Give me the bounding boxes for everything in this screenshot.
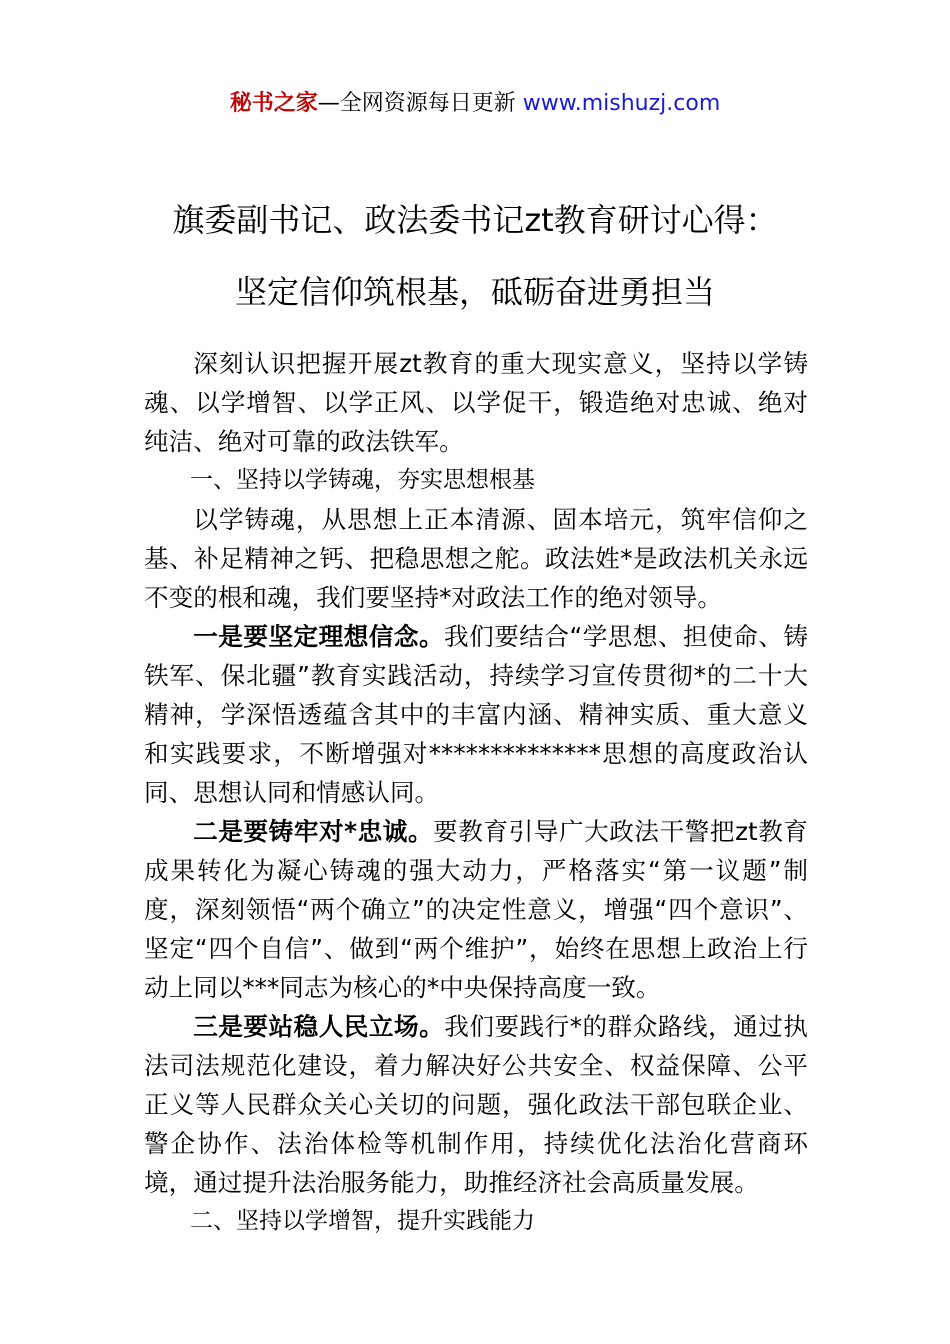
intro-paragraph: 深刻认识把握开展zt教育的重大现实意义，坚持以学铸魂、以学增智、以学正风、以学促干，锻造绝对忠诚、绝对纯洁、绝对可靠的政法铁军。 [144,349,808,456]
site-tagline: —全网资源每日更新 [317,91,523,116]
document-title [60,184,890,328]
point-3-lead: 三是要站稳人民立场。 [193,1012,445,1041]
document-body [144,344,808,1241]
section-2-heading: 二、坚持以学增智，提升实践能力 [190,1208,535,1234]
site-url-link[interactable]: www.mishuzj.com [522,91,721,116]
point-2-text: 要教育引导广大政法干警把zt教育成果转化为凝心铸魂的强大动力，严格落实“第一议题”制度，深刻领悟“两个确立”的决定性意义，增强“四个意识”、坚定“四个自信”、做到“两个维护”，始终在思想上政治上行动上同以***同志为核心的*中央保持高度一致。 [144,817,808,1002]
point-2-paragraph [144,812,808,1007]
point-1-paragraph [144,617,808,812]
point-3-text: 我们要践行*的群众路线，通过执法司法规范化建设，着力解决好公共安全、权益保障、公平正义等人民群众关心关切的问题，强化政法干部包联企业、警企协作、法治体检等机制作用，持续优化法治化营商环境，通过提升法治服务能力，助推经济社会高质量发展。 [144,1012,808,1197]
point-1-lead: 一是要坚定理想信念。 [193,622,445,651]
title-line-1: 旗委副书记、政法委书记zt教育研讨心得： [172,201,778,239]
site-name: 秘书之家 [229,91,318,116]
point-1-text: 我们要结合“学思想、担使命、铸铁军、保北疆”教育实践活动，持续学习宣传贯彻*的二十大精神，学深悟透蕴含其中的丰富内涵、精神实质、重大意义和实践要求，不断增强对**************思想的高度政治认同、思想认同和情感认同。 [144,622,808,807]
section-1-paragraph: 以学铸魂，从思想上正本清源、固本培元，筑牢信仰之基、补足精神之钙、把稳思想之舵。政法姓*是政法机关永远不变的根和魂，我们要坚持*对政法工作的绝对领导。 [144,505,808,612]
title-line-2: 坚定信仰筑根基，砥砺奋进勇担当 [234,273,715,311]
point-2-lead: 二是要铸牢对*忠诚。 [193,817,434,846]
point-3-paragraph [144,1007,808,1202]
site-header [0,88,950,120]
section-1-heading: 一、坚持以学铸魂，夯实思想根基 [190,467,535,493]
